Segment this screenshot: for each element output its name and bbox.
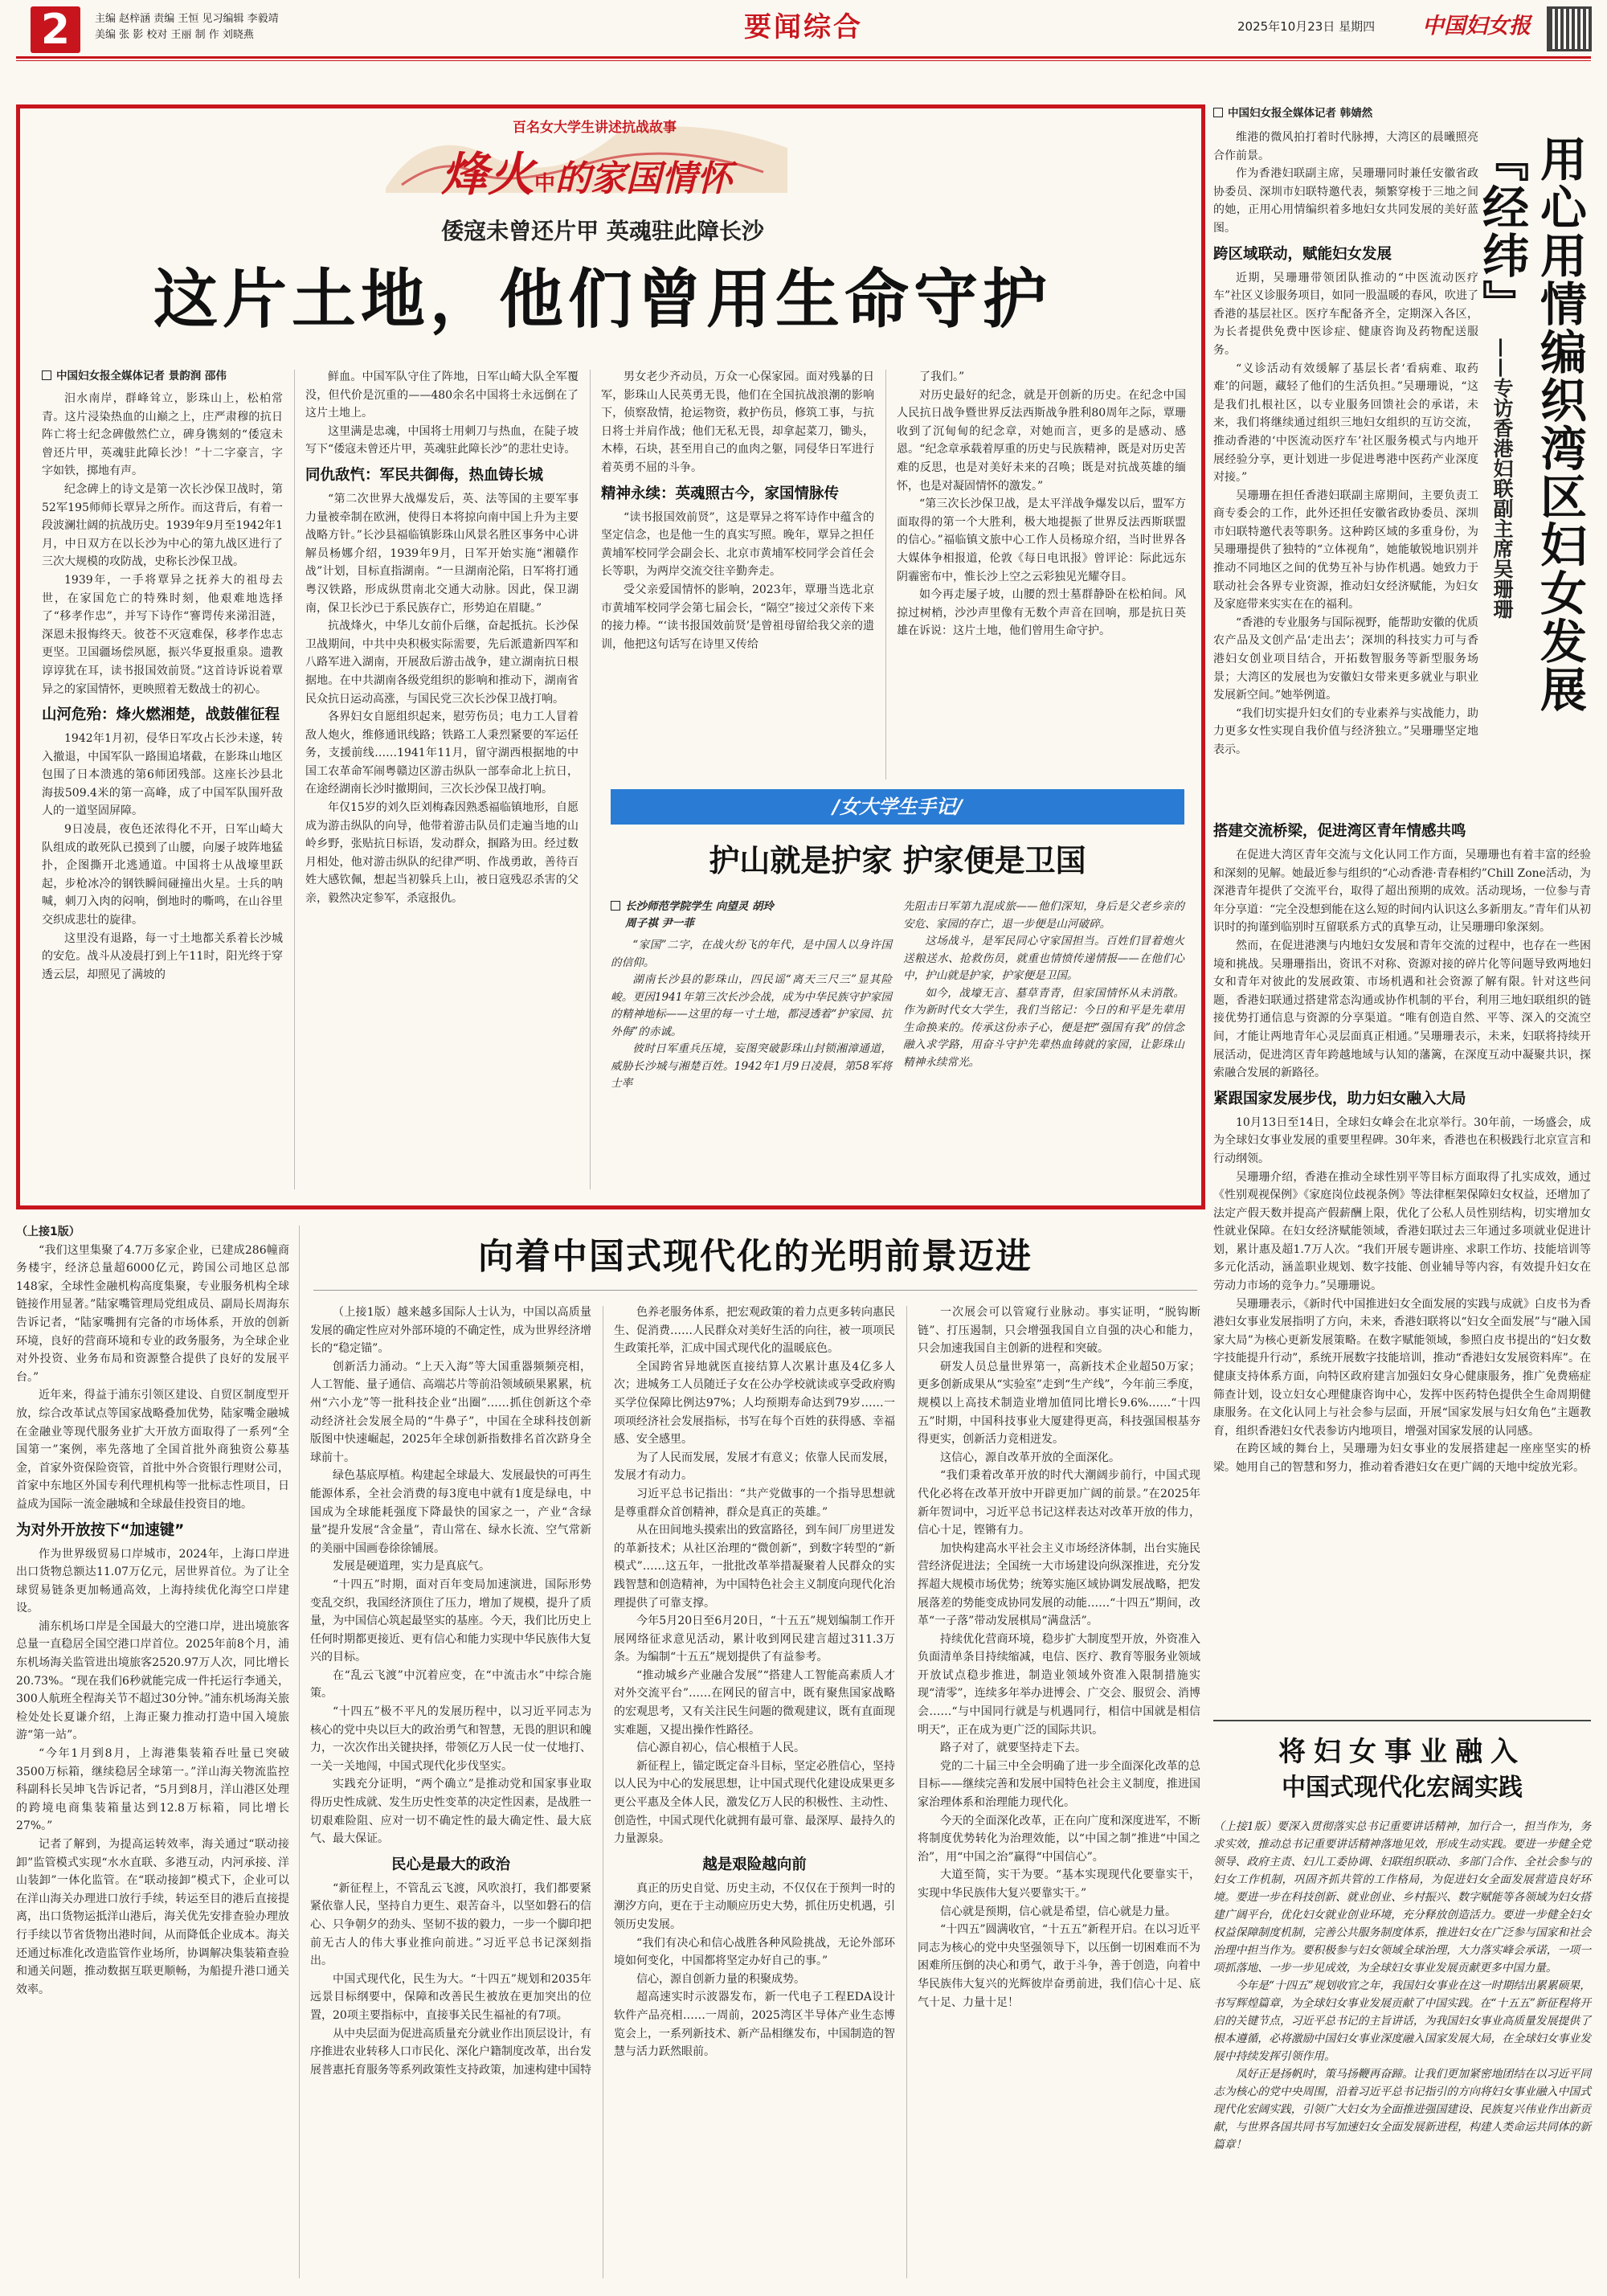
paragraph: 这场战斗，是军民同心守家国担当。百姓们冒着炮火送粮送水、抢救伤员，就重也情愤传递情报——在他们心中，护山就是护家，护家便是卫国。	[903, 935, 1184, 982]
feature-byline: 中国妇女报全媒体记者 景韵润 邵伟	[42, 368, 283, 385]
interview-byline: 中国妇女报全媒体记者 韩婧然	[1213, 104, 1591, 122]
paragraph: 先阻击日军第九混成旅——他们深知，身后是父老乡亲的安危、家园的存亡，退一步便是山河破碎。	[903, 900, 1184, 931]
editors-line-1: 主编 赵梓涵 责编 王恒 见习编辑 李毅靖	[95, 13, 279, 25]
paragraph: 路子对了，就要坚持走下去。	[940, 1741, 1086, 1755]
paragraph: 纪念碑上的诗文是第一次长沙保卫战时，第52军195师师长覃异之所作。而这背后，有着一段波澜壮阔的抗战历史。1939年9月至1942年1月，中日双方在以长沙为中心的第九战区进行了三次大规模的攻防战，史称长沙保卫战。	[42, 482, 283, 569]
masthead-rule	[16, 56, 1591, 59]
paragraph: 党的二十届三中全会明确了进一步全面深化改革的总目标——继续完善和发展中国特色社会主义制度，推进国家治理体系和治理能力现代化。	[918, 1759, 1200, 1810]
paragraph: （上接1版）要深入贯彻落实总书记重要讲话精神，加行合一，担当作为，务求实效，推动总书记重要讲话精神落地见效，形成生动实践。要进一步健全党领导、政府主责、妇儿工委协调、妇联组织联动、多部门合作、全社会参与的妇女工作机制，巩固齐抓共管的工作格局，为促进妇女全面发展营造良好环境。要进一步在科技创新、就业创业、乡村振兴、数字赋能等各领域为妇女搭建广阔平台，优化妇女就业创业环境，充分释放创造活力。要进一步健全妇女权益保障制度机制，完善公共服务制度体系，推进妇女在广泛参与国家和社会治理中担当作为。要积极参与妇女领域全球治理，大力落实峰会承诺，一项一项抓落地、一步一步见成效，为全球妇女事业发展贡献更多中国力量。	[1213, 1820, 1591, 1975]
paragraph: 绿色基底厚植。构建起全球最大、发展最快的可再生能源体系，全社会消费的每3度电中就有1度是绿电，中国成为全球能耗强度下降最快的国家之一，产业“含绿量”提升发展“含金量”，青山常在、绿水长流、空气常新的美丽中国画卷徐徐铺展。	[310, 1469, 591, 1555]
paragraph: “我们有决心和信心战胜各种风险挑战，无论外部环境如何变化，中国都将坚定办好自己的事。”	[614, 1936, 895, 1968]
paragraph: “我们秉着改革开放的时代大潮阔步前行，中国式现代化必将在改革开放中开辟更加广阔的前景。”在2025年新年贺词中，习近平总书记这样表达对改革开放的伟力，信心十足，铿锵有力。	[918, 1469, 1200, 1537]
paragraph: 大道至简，实干为要。“基本实现现代化要靠实干，实现中华民族伟大复兴要靠实干。”	[918, 1868, 1200, 1900]
commentary-body	[1213, 1818, 1591, 2284]
article-column-d	[918, 1304, 1200, 2284]
section-subhead: 精神永续：英魂照古今，家国情脉传	[601, 485, 840, 502]
paragraph: 这里没有退路，每一寸土地都关系着长沙城的安危。战斗从凌晨打到上午11时，阳光终于穿透云层，却照见了满坡的	[42, 931, 283, 981]
paragraph: 在“乱云飞渡”中沉着应变，在“中流击水”中综合施策。	[310, 1668, 591, 1701]
paragraph: 今年5月20日至6月20日，“十五五”规划编制工作开展网络征求意见活动，累计收到网民建言超过311.3万条。为编制“十五五”规划提供了有益参考。	[614, 1615, 895, 1664]
student-notes-right	[903, 898, 1184, 1196]
paragraph: （上接1版）越来越多国际人士认为，中国以高质量发展的确定性应对外部环境的不确定性，成为世界经济增长的“稳定锚”。	[310, 1306, 591, 1356]
paragraph: 1942年1月初，侵华日军攻占长沙未遂，转入撤退，中国军队一路围追堵截，在影珠山地区包围了日本溃逃的第6师团残部。这座长沙县北海拔509.4米的第一高峰，成了中国军队围歼敌人的一道坚固屏障。	[42, 732, 283, 818]
feature-column-2	[305, 368, 579, 1196]
column-rule	[294, 370, 295, 1189]
paragraph: “第二次世界大战爆发后，英、法等国的主要军事力量被牵制在欧洲，使得日本将掠向南中国上升为主要战略方针。”长沙县福临镇影珠山风景名胜区事务中心讲解员杨娜介绍，1939年9月，日军开始实施“湘赣作战”计划，目标直指湖南。“一旦湖南沦陷，日军将打通粤汉铁路，形成纵贯南北交通大动脉。因此，保卫湖南，保卫长沙已于系民族存亡，形势迫在眉睫。”	[305, 492, 579, 615]
paragraph: 如今，战壕无言、墓草青青，但家国情怀从未消散。作为新时代女大学生，我们当铭记：今日的和平是先辈用生命换来的。传承这份赤子心，便是把“强国有我”的信念融入求学路，用奋斗守护先辈热血铸就的家园，让影珠山精神永续常光。	[903, 986, 1184, 1069]
paragraph: “今年1月到8月，上海港集装箱吞吐量已突破3500万标箱，继续稳居全球第一。”洋山海关物流监控科副科长吴坤飞告诉记者，“5月到8月，洋山港区处理的跨境电商集装箱量达到12.8万标箱，同比增长27%。”	[16, 1747, 289, 1833]
section-title: 要闻综合	[744, 11, 863, 43]
paragraph: 10月13日至14日，全球妇女峰会在北京举行。30年前，一场盛会，成为全球妇女事业发展的重要里程碑。30年来，香港也在积极践行北京宣言和行动纲领。	[1213, 1115, 1591, 1165]
paragraph: 1939年，一手将覃异之抚养大的祖母去世，在家国危亡的特殊时刻，他艰难地选择了“移孝作忠”，并写下诗作“謇谔传来涕泪涟，深恩未报悔终天。彼苍不灭寇难保，移孝作忠志更坚。卫国疆场偿夙愿，振兴华夏报重泉。遗教谆谆犹在耳，读书报国效前贤。”这首诗诉说着覃异之的家国情怀，更映照着无数战士的初心。	[42, 573, 283, 696]
commentary-headline-2: 中国式现代化宏阔实践	[1282, 1774, 1523, 1802]
column-header-banner	[378, 108, 795, 202]
section-subhead: 民心是最大的政治	[391, 1856, 510, 1873]
section-subhead: 山河危殆：烽火燃湘楚，战鼓催征程	[42, 706, 280, 724]
student-notes-left	[611, 898, 892, 1196]
interview-column-top	[1213, 129, 1478, 820]
column-rule	[906, 1306, 907, 2278]
column-rule	[590, 370, 591, 1189]
paragraph: 浦东机场口岸是全国最大的空港口岸，进出境旅客总量一直稳居全国空港口岸首位。2025年前8个月，浦东机场海关监管进出境旅客2520.97万人次，同比增长20.73%。“现在我们6秒就能完成一件托运行李通关，300人航班全程海关节不超过30分钟。”浦东机场海关旅检处处长夏谦介绍，上海正聚力推动打造中国入境旅游“第一站”。	[16, 1619, 289, 1742]
feature-column-3	[601, 368, 874, 786]
paragraph: 吴珊珊表示，《新时代中国推进妇女全面发展的实践与成就》白皮书为香港妇女事业发展指明了方向，未来，香港妇联将以“妇女全面发展”与“融入国家大局”为核心更新发展策略。在数字赋能领域，参照白皮书提出的“妇女数字技能提升行动”，系统开展数字技能培训，推动“香港妇女发展资料库”。在健康支持体系方面，向特区政府建言加强妇女身心健康服务，推广免费癌症筛查计划，设立妇女心理健康咨询中心，发挥中医药特色提供全生命周期健康服务。在文化认同上与社会参与层面，开展“国家发展与妇女角色”主题教育，组织香港妇女代表参访内地项目，增强对国家发展的认同感。	[1213, 1297, 1591, 1438]
paragraph: 抗战烽火，中华儿女前仆后继，奋起抵抗。长沙保卫战期间，中共中央积极实际需要，先后派遣新四军和八路军进入湖南，开展敌后游击战争，建立湖南抗日根据地。在中共湖南各级党组织的影响和推动下，湖南省民众抗日运动高涨，与国民党三次长沙保卫战打响。	[305, 620, 579, 706]
paragraph: 受父亲爱国情怀的影响，2023年，覃珊当选北京市黄埔军校同学会第七届会长，“隔空”接过父亲传下来的接力棒。“‘读书报国效前贤’是曾祖母留给我父亲的遗训，他把这句话写在诗里又传给	[601, 583, 874, 651]
feature-headline: 这片土地，他们曾用生命守护	[153, 261, 1052, 337]
paragraph: 近年来，得益于浦东引领区建设、自贸区制度型开放，综合改革试点等国家战略叠加优势，陆家嘴金融城在金融业等现代服务业扩大开放方面取得了一系列“全国第一”案例，率先落地了全国首批外商独资公募基金，首家外资保险资管，首批中外合资银行理财公司，首家中东地区外国专利代理机构等一批标志性项目，日益成为国际一流金融城和全球最佳投资目的地。	[16, 1389, 289, 1511]
paragraph: “我们切实提升妇女们的专业素养与实战能力，助力更多女性实现自我价值与经济独立。”吴珊珊坚定地表示。	[1213, 706, 1478, 756]
paragraph: “十四五”时期，面对百年变局加速演进，国际形势变乱交织，我国经济顶住了压力，增加了规模，提升了质量，为中国信心筑起最坚实的基座。今天，我们比历史上任何时期都更接近、更有信心和能力实现中华民族伟大复兴的目标。	[310, 1578, 591, 1664]
paragraph: 信心源自初心，信心根植于人民。	[636, 1741, 805, 1755]
article-headline: 向着中国式现代化的光明前景迈进	[478, 1236, 1032, 1277]
masthead-rule-thin	[16, 60, 1591, 61]
article-column-a	[16, 1223, 289, 2284]
paragraph: 在促进大湾区青年交流与文化认同工作方面，吴珊珊也有着丰富的经验和深刻的见解。她最近参与组织的“心动香港·青春相约”Chill Zone活动，为深港青年提供了交流平台，取得了超出预期的成效。活动现场，一位参与青年分享道：“完全没想到能在这么短的时间内认识这么多新朋友。”青年们从初识时的拘谨到临别时互留联系方式的真挚互动，让吴珊珊印象深刻。	[1213, 849, 1591, 935]
continued-label: （上接1版）	[16, 1226, 80, 1238]
paragraph: 吴珊珊在担任香港妇联副主席期间，主要负责工商专委会的工作，此外还担任安徽省政协委员、深圳市妇联特邀代表等职务。这种跨区域的多重身份，为吴珊珊提供了独特的“立体视角”，她能敏锐地识别并推动不同地区之间的优势互补与协作机遇。她致力于联动社会各界专业资源，推动妇女经济赋能，为妇女及家庭带来实实在在的福利。	[1213, 489, 1478, 612]
commentary-headline-1: 将妇女事业融入	[1278, 1736, 1526, 1768]
paragraph: 如今再走屡子坡，山腰的烈士墓群静卧在松柏间。风掠过树梢，沙沙声里像有无数个声音在回响，那是抗日英雄在诉说：这片土地，他们曾用生命守护。	[897, 588, 1186, 638]
column-series: 百名女大学生讲述抗战故事	[513, 120, 677, 136]
paragraph: 创新活力涌动。“上天入海”等大国重器频频亮相，人工智能、量子通信、高端芯片等前沿领域硕果累累，杭州“六小龙”等一批科技企业“出圈”……抓住创新这个牵动经济社会发展全局的“牛鼻子”，中国在全球科技创新版图中快速崛起，2025年全球创新指数排名首次跻身全球前十。	[310, 1360, 591, 1464]
article-column-c	[614, 1304, 895, 2284]
paragraph: 年仅15岁的刘久臣刘梅森因熟悉福临镇地形，自愿成为游击纵队的向导，他带着游击队员们走遍当地的山岭乡野，张贴抗日标语，发动群众，掴路为田。经过数月相处，他对游击纵队的纪律严明、作战勇敢，善待百姓大感钦佩，想起当初躲兵上山，被日寇残忍杀害的父亲，毅然决定参军，杀寇报仇。	[305, 801, 579, 906]
page-number: 2	[31, 6, 80, 53]
article-column-b	[310, 1304, 591, 2284]
section-divider	[1213, 1720, 1591, 1721]
paragraph: 今天的全面深化改革，正在向广度和深度进军，不断将制度优势转化为治理效能，以“中国之制”推进“中国之治”，用“中国之治”赢得“中国信心”。	[918, 1814, 1200, 1864]
qr-code-icon	[1547, 6, 1592, 51]
interview-subhead: ——专访香港妇联副主席吴珊珊	[1490, 338, 1514, 619]
paragraph: 中国式现代化，民生为大。“十四五”规划和2035年远景目标纲要中，保障和改善民生被放在更加突出的位置，20项主要指标中，直接事关民生福祉的有7项。	[310, 1972, 591, 2022]
paragraph: 色养老服务体系，把宏观政策的着力点更多转向惠民生、促消费……人民群众对美好生活的向往，被一项项民生政策托举，汇成中国式现代化的温暖底色。	[614, 1306, 895, 1356]
column-rule	[885, 370, 886, 780]
paper-name-logo: 中国妇女报	[1422, 14, 1531, 39]
section-subhead: 搭建交流桥梁，促进湾区青年情感共鸣	[1213, 823, 1466, 840]
paragraph: 从在田间地头摸索出的致富路径，到车间厂房里迸发的革新技术；从社区治理的“微创新”，到数字转型的“新模式”……这五年，一批批改革举措凝聚着人民群众的实践智慧和创造精神，为中国特色社会主义制度向现代化治理提供了可靠支撑。	[614, 1524, 895, 1610]
section-subhead: 跨区域联动，赋能妇女发展	[1213, 245, 1392, 263]
paragraph: 彼时日军重兵压境，妄图突破影珠山封锁湘漳通道，威胁长沙城与湘楚百姓。1942年1月9日凌晨，第58军将士率	[611, 1042, 892, 1090]
paragraph: “读书报国效前贤”，这是覃异之将军诗作中蕴含的坚定信念，也是他一生的真实写照。晚年，覃异之担任黄埔军校同学会副会长、北京市黄埔军校同学会首任会长等职，为两岸交流交往辛勤奔走。	[601, 510, 874, 579]
paragraph: 全国跨省异地就医直接结算人次累计惠及4亿多人次；进城务工人员随迁子女在公办学校就读或享受政府购买学位保障比例达97%；人均预期寿命达到79岁……一项项经济社会发展指标，书写在每个百姓的获得感、幸福感、安全感里。	[614, 1360, 895, 1447]
byline-box-icon	[1213, 108, 1223, 117]
paragraph: 这信心，源自改革开放的全面深化。	[940, 1451, 1120, 1464]
paragraph: 然而，在促进港澳与内地妇女发展和青年交流的过程中，也存在一些困境和挑战。吴珊珊指出，资讯不对称、资源对接的碎片化等问题导致两地妇女和青年对彼此的发展政策、市场机遇和社会资源了解有限。针对这些问题，香港妇联通过搭建常态沟通或协作机制的平台，利用三地妇联组织的链接优势打通信息与资源的分享渠道。“唯有创造自然、平等、深入的交流空间，才能让两地青年心灵层面真正相通。”吴珊珊表示，未来，妇联将持续开展活动，促进湾区青年跨越地域与认知的藩篱，在深度互动中凝聚共识，探索融合发展的新路径。	[1213, 939, 1591, 1080]
student-notes-headline: 护山就是护家 护家便是卫国	[709, 842, 1086, 878]
paragraph: 信心，源自创新力量的积聚成势。	[636, 1972, 805, 1986]
paragraph: 为了人民而发展，发展才有意义；依靠人民而发展，发展才有动力。	[614, 1451, 895, 1483]
paragraph: “香港的专业服务与国际视野，能帮助安徽的优质农产品及文创产品‘走出去’；深圳的科技实力可与香港妇女创业项目结合，开拓数智服务等新型服务场景；大湾区的发展也为安徽妇女带来更多就业与职业发展新空间。”她举例道。	[1213, 616, 1478, 702]
paragraph: 新征程上，锚定既定奋斗目标，坚定必胜信心，坚持以人民为中心的发展思想，让中国式现代化建设成果更多更公平惠及全体人民，激发亿万人民的积极性、主动性、创造性，中国式现代化就拥有最可靠、最深厚、最持久的力量源泉。	[614, 1759, 895, 1846]
paragraph: 一次展会可以管窥行业脉动。事实证明，“脱钩断链”、打压遏制，只会增强我国自立自强的决心和能力，只会加速我国自主创新的进程和突破。	[918, 1306, 1200, 1356]
section-subhead: 为对外开放按下“加速键”	[16, 1521, 185, 1539]
paragraph: 真正的历史自觉、历史主动，不仅仅在于预判一时的潮汐方向，更在于主动顺应历史大势，抓住历史机遇，引领历史发展。	[614, 1881, 895, 1931]
column-rule	[299, 1226, 300, 2278]
paragraph: 这里满是忠魂，中国将士用刺刀与热血，在陡子坡写下“倭寇未曾还片甲，英魂驻此障长沙”的悲壮史诗。	[305, 424, 579, 456]
paragraph: 作为香港妇联副主席，吴珊珊同时兼任安徽省政协委员、深圳市妇联特邀代表，频繁穿梭于三地之间的她，正用心用情编织着多地妇女共同发展的美好蓝图。	[1213, 167, 1478, 235]
paragraph: “我们这里集聚了4.7万多家企业，已建成286幢商务楼宇，经济总量超6000亿元，跨国公司地区总部148家，全球性金融机构高度集聚，专业服务机构全球链接作用显著。”陆家嘴管理局党组成员、副局长周海东告诉记者，“陆家嘴拥有完备的市场体系，开放的创新环境，良好的营商环境和专业的政务服务，为全球企业对外投资、业务布局和资源整合提供了良好的发展平台。”	[16, 1243, 289, 1384]
student-notes-banner: /女大学生手记/	[611, 789, 1184, 825]
interview-column-bottom	[1213, 821, 1591, 1713]
student-notes-byline: 长沙师范学院学生 向望灵 胡玲 周子祺 尹一菲	[611, 898, 892, 932]
paragraph: “十四五”极不平凡的发展历程中，以习近平同志为核心的党中央以巨大的政治勇气和智慧，无畏的胆识和魄力，一次次作出关键抉择，带领亿万人民一仗一仗地打、一关一关地闯，中国式现代化步伐坚实。	[310, 1705, 591, 1773]
paragraph: “新征程上，不管乱云飞渡，风吹浪打，我们都要紧紧依靠人民，坚持自力更生、艰苦奋斗，以坚如磐石的信心、只争朝夕的劲头、坚韧不拔的毅力，一步一个脚印把前无古人的伟大事业推向前进。”习近平总书记深刻指出。	[310, 1881, 591, 1968]
paragraph: 在跨区域的舞台上，吴珊珊为妇女事业的发展搭建起一座座坚实的桥梁。她用自己的智慧和努力，推动着香港妇女在更广阔的天地中绽放光彩。	[1213, 1443, 1591, 1474]
paragraph: 从中央层面为促进高质量充分就业作出顶层设计，有序推进农业转移人口市民化、深化户籍制度改革，出台发展普惠托育服务等系列政策性支持政策，加速构建中国特	[310, 2027, 591, 2077]
feature-column-1	[42, 368, 283, 1196]
paragraph: 加快构建高水平社会主义市场经济体制，出台实施民营经济促进法；全国统一大市场建设向纵深推进，充分发挥超大规模市场优势；统筹实施区域协调发展战略，把发展落差的势能变成协同发展的动能……“十四五”期间，改革“一子落”带动发展棋局“满盘活”。	[918, 1541, 1200, 1628]
paragraph: 男女老少齐动员，万众一心保家园。面对残暴的日军，影珠山人民英勇无畏，他们在全国抗战浪潮的影响下，侦察敌情，抢运物资，救护伤员，修筑工事，与抗日将士并肩作战；他们无私无畏，却拿起菜刀，锄头，木棒，石块，甚至用自己的血肉之躯，同侵华日军进行着英勇不屈的斗争。	[601, 370, 874, 474]
paragraph: “十四五”圆满收官，“十五五”新程开启。在以习近平同志为核心的党中央坚强领导下，以压倒一切困难而不为困难所压倒的决心和勇气，敢于斗争，善于创造，向着中华民族伟大复兴的光辉彼岸奋勇前进，我们信心十足、底气十足、力量十足！	[918, 1923, 1200, 2009]
paragraph: 超高速实时示波器发布，新一代电子工程EDA设计软件产品亮相……一周前，2025湾区半导体产业生态博览会上，一系列新技术、新产品相继发布，中国制造的智慧与活力跃然眼前。	[614, 1991, 895, 2059]
paragraph: 研发人员总量世界第一，高新技术企业超50万家；更多创新成果从“实验室”走到“生产线”，今年前三季度，规模以上高技术制造业增加值同比增长9.6%……“十四五”时期，中国科技事业大厦建得更高，科技强国根基夯得更实，创新活力竞相迸发。	[918, 1360, 1200, 1447]
paragraph: 今年是“十四五”规划收官之年，我国妇女事业在这一时期结出累累硕果，书写辉煌篇章，为全球妇女事业发展贡献了中国实践。在“十五五”新征程将开启的关键节点，习近平总书记的主旨讲话，为我国妇女事业高质量发展提供了根本遵循，必将激励中国妇女事业深度融入国家发展大局，在全球妇女事业发展中持续发挥引领作用。	[1213, 1979, 1591, 2063]
paragraph: 信心就是预期，信心就是希望，信心就是力量。	[940, 1905, 1176, 1918]
byline-box-icon	[42, 370, 51, 380]
paragraph: 凤好正是扬帆时，策马扬鞭再奋蹄。让我们更加紧密地团结在以习近平同志为核心的党中央周围，沿着习近平总书记指引的方向将妇女事业融入中国式现代化宏阔实践，引领广大妇女为全面推进强国建设、民族复兴伟业作出新贡献，与世界各国共同书写加速妇女全面发展新进程，构建人类命运共同体的新篇章！	[1213, 2068, 1591, 2151]
paragraph: “家国”二字，在战火纷飞的年代，是中国人以身许国的信仰。	[611, 939, 892, 969]
paragraph: 近期，吴珊珊带领团队推动的“中医流动医疗车”社区义诊服务项目，如同一股温暖的春风，吹进了香港的基层社区。医疗车配备齐全，定期深入各区，为长者提供免费中医诊症、健康咨询及药物配送服务。	[1213, 271, 1478, 357]
paragraph: 记者了解到，为提高运转效率，海关通过“联动接卸”监管模式实现“水水直联、多港互动，内河承接、洋山装卸”一体化监管。在“联动接卸”模式下，企业可以在洋山海关办理进口放行手续，转运至目的港后直接提离，出口货物运抵洋山港后，海关优先安排查验办理放行手续以节省货物出港时间，从而降低企业成本。海关还通过标准化改造监管作业场所，协调解决集装箱查验和通关问题，推动数据互联更顺畅，为船提升港口通关效率。	[16, 1838, 289, 1996]
paragraph: 实践充分证明，“两个确立”是推动党和国家事业取得历史性成就、发生历史性变革的决定性因素，是战胜一切艰难险阻、应对一切不确定性的最大确定性、最大底气、最大保证。	[310, 1778, 591, 1846]
paragraph: 各界妇女自愿组织起来，慰劳伤员；电力工人冒着敌人炮火，维修通讯线路；铁路工人秉烈紧要的军运任务，支援前线……1941年11月，留守湖西根据地的中国工农革命军闹粤赣边区游击纵队一部奉命北上抗日，在途经湖南长沙时撤期间，三次长沙保卫战打响。	[305, 710, 579, 796]
paragraph: 9日凌晨，夜色还浓得化不开，日军山崎大队组成的敢死队已摸到了山腰，向屡子坡阵地猛扑，企图撕开北逃通道。中国将士从战壕里跃起，步枪冰冷的钢铁瞬间碰撞出火星。士兵的呐喊，刺刀入肉的闷响，倒地时的嘶鸣，在山谷里交织成悲壮的旋律。	[42, 823, 283, 927]
paragraph: 鲜血。中国军队守住了阵地，日军山崎大队全军覆没，但代价是沉重的——480余名中国将士永远倒在了这片土地上。	[305, 370, 579, 420]
paragraph: 了我们。”	[919, 370, 965, 383]
masthead	[0, 0, 1607, 58]
byline-box-icon	[611, 901, 620, 911]
headline-rule	[313, 1290, 1197, 1291]
paragraph: “义诊活动有效缓解了基层长者‘看病难、取药难’的问题，藏轻了他们的生活负担。”吴珊珊说，“这是我们扎根社区，以专业服务回馈社会的承诺，未来，我们将继续通过组织三地妇女组织的互访交流，推动香港的‘中医流动医疗车’社区服务模式与内地开展经验分享，更计划进一步促进粤港中医药产业深度对接。”	[1213, 362, 1478, 485]
paragraph: 对历史最好的纪念，就是开创新的历史。在纪念中国人民抗日战争暨世界反法西斯战争胜利80周年之际，覃珊收到了沉甸甸的纪念章，对她而言，更多的是感动、感恩。“纪念章承载着厚重的历史与民族精神，既是对历史苦难的反思，也是对美好未来的召唤；既是对抗战英雄的缅怀，也是对凝固情怀的激发。”	[897, 388, 1186, 493]
paragraph: “推动城乡产业融合发展”“搭建人工智能高素质人才对外交流平台”……在网民的留言中，既有聚焦国家战略的宏观思考，又有关注民生问题的微观建议，既有直面现实难题，又提出操作性路径。	[614, 1668, 895, 1737]
paragraph: 发展是硬道理，实力是真底气。	[333, 1560, 490, 1574]
issue-date: 2025年10月23日 星期四	[1237, 19, 1376, 34]
feature-column-4	[897, 368, 1186, 786]
paragraph: 持续优化营商环境，稳步扩大制度型开放，外资准入负面清单条目持续缩减，电信、医疗、教育等服务业领域开放试点稳步推进，制造业领域外资准入限制措施实现“清零”，连续多年举办进博会、广交会、服贸会、消博会……“与中国同行就是与机遇同行，相信中国就是相信明天”，正在成为更广泛的国际共识。	[918, 1632, 1200, 1737]
paragraph: 湖南长沙县的影珠山，四民谣“离天三尺三”显其险峻。更因1941年第三次长沙会战，成为中华民族守护家园的精神地标——这里的每一寸土地，都浸透着“护家园、抗外侮”的赤诚。	[611, 973, 892, 1038]
paragraph: 习近平总书记指出：“共产党做事的一个指导思想就是尊重群众首创精神，群众是真正的英雄。”	[614, 1487, 895, 1519]
paragraph: 维港的微风拍打着时代脉搏，大湾区的晨曦照亮合作前景。	[1213, 131, 1478, 162]
editors-line-2: 美编 张 影 校对 王丽 制 作 刘晓燕	[95, 29, 254, 41]
paragraph: “第三次长沙保卫战，是太平洋战争爆发以后，盟军方面取得的第一个大胜利，极大地提振了世界反法西斯联盟的信心。”福临镇文旅中心工作人员杨琼介绍，当时世界各大媒体争相报道，伦敦《每日电讯报》曾评论：际此远东阴霾密布中，惟长沙上空之云彩独见光耀夺目。	[897, 497, 1186, 583]
section-subhead: 紧跟国家发展步伐，助力妇女融入大局	[1213, 1090, 1466, 1107]
paragraph: 作为世界级贸易口岸城市，2024年，上海口岸进出口货物总额达11.07万亿元，居世界首位。为了让全球贸易链条更加畅通高效，上海持续优化海空口岸建设。	[16, 1547, 289, 1615]
interview-headline: 用心用情编织湾区妇女发展『经纬』	[1474, 135, 1587, 714]
section-subhead: 同仇敌忾：军民共御侮，热血铸长城	[305, 466, 544, 484]
paragraph: 吴珊珊介绍，香港在推动全球性别平等目标方面取得了扎实成效，通过《性别观视保例》《家庭岗位歧视条例》等法律框架保障妇女权益，还增加了法定产假天数并提高产假薪酬上限，优化了公私人员性别结构，切实增加女性就业保障。在妇女经济赋能领域，香港妇联过去三年通过多项就业促进计划，累计惠及超1.7万人次。“我们开展专题讲座、求职工作坊、技能培训等多元化活动，涵盖职业规划、数字技能、创业辅导等内容，有效提升妇女在劳动力市场的竞争力。”吴珊珊说。	[1213, 1170, 1591, 1293]
column-title: 烽火中的家国情怀	[440, 147, 733, 202]
feature-kicker: 倭寇未曾还片甲 英魂驻此障长沙	[441, 218, 764, 244]
section-subhead: 越是艰险越向前	[702, 1856, 807, 1873]
paragraph: 汨水南岸，群峰耸立，影珠山上，松柏常青。这片浸染热血的山巅之上，庄严肃穆的抗日阵亡将士纪念碑傲然伫立，碑身镌刻的“倭寇未曾还片甲，英魂驻此障长沙！”十二字豪言，字字如铁，掷地有声。	[42, 392, 283, 478]
